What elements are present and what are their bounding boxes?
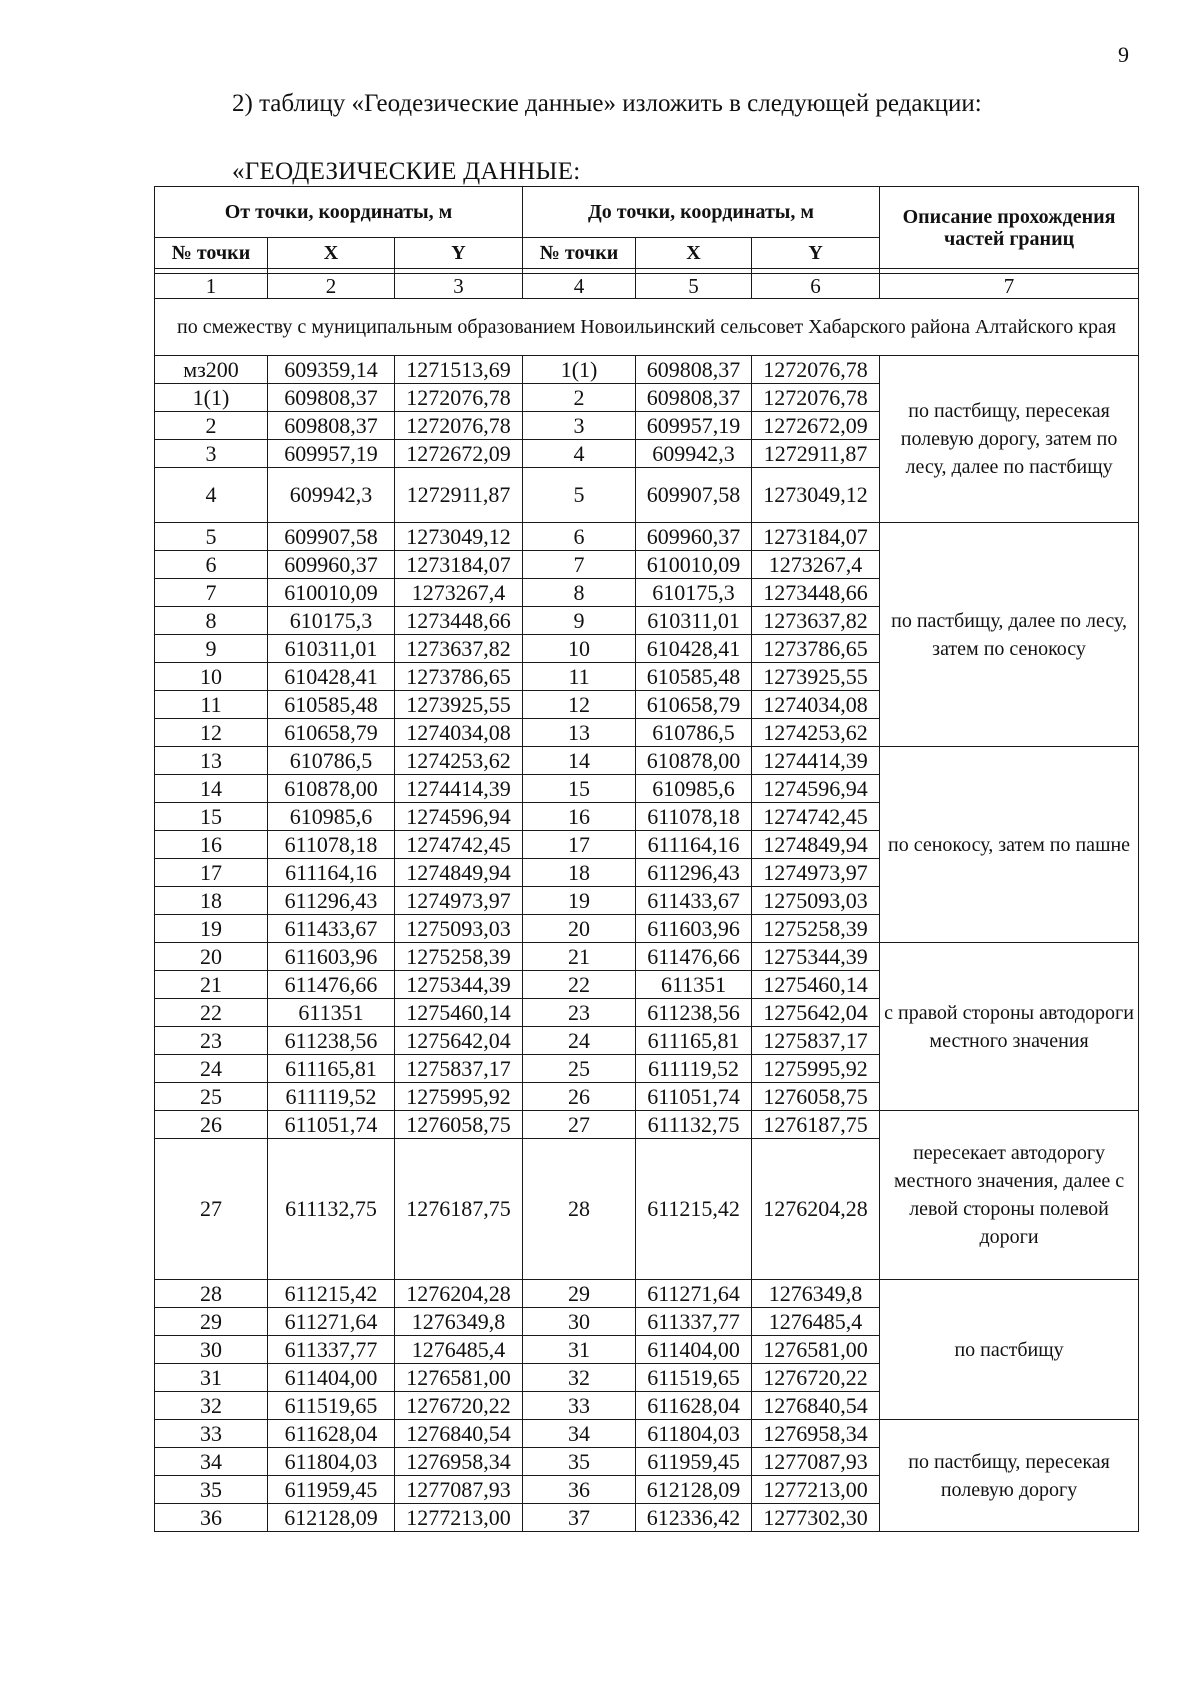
column-number: 6 — [752, 274, 880, 299]
to-y-cell: 1273786,65 — [752, 635, 880, 663]
to-y-cell: 1276187,75 — [752, 1111, 880, 1139]
to-x-cell: 611351 — [636, 971, 752, 999]
page-number: 9 — [1118, 42, 1129, 67]
to-point-cell: 3 — [523, 412, 636, 440]
to-x-cell: 611238,56 — [636, 999, 752, 1027]
from-y-header: Y — [395, 238, 523, 269]
table-row — [155, 523, 1139, 551]
table-row — [155, 943, 1139, 971]
from-y-cell: 1276058,75 — [395, 1111, 523, 1139]
from-x-cell: 611051,74 — [268, 1111, 395, 1139]
to-point-cell: 18 — [523, 859, 636, 887]
from-y-cell: 1273925,55 — [395, 691, 523, 719]
from-y-cell: 1274849,94 — [395, 859, 523, 887]
from-y-cell: 1275837,17 — [395, 1055, 523, 1083]
to-x-header: X — [636, 238, 752, 269]
to-x-cell: 611433,67 — [636, 887, 752, 915]
from-x-cell: 610428,41 — [268, 663, 395, 691]
to-y-cell: 1274414,39 — [752, 747, 880, 775]
from-y-cell: 1276581,00 — [395, 1364, 523, 1392]
to-y-cell: 1276840,54 — [752, 1392, 880, 1420]
from-x-cell: 611351 — [268, 999, 395, 1027]
from-y-cell: 1272076,78 — [395, 384, 523, 412]
to-x-cell: 609808,37 — [636, 384, 752, 412]
to-x-cell: 611132,75 — [636, 1111, 752, 1139]
from-x-header: X — [268, 238, 395, 269]
to-y-cell: 1275837,17 — [752, 1027, 880, 1055]
to-y-cell: 1272911,87 — [752, 440, 880, 468]
from-point-cell: 12 — [155, 719, 268, 747]
from-y-cell: 1275258,39 — [395, 943, 523, 971]
to-x-cell: 610878,00 — [636, 747, 752, 775]
column-number: 5 — [636, 274, 752, 299]
from-y-cell: 1274742,45 — [395, 831, 523, 859]
table-row — [155, 1420, 1139, 1448]
from-point-cell: 33 — [155, 1420, 268, 1448]
from-x-cell: 611238,56 — [268, 1027, 395, 1055]
to-point-cell: 22 — [523, 971, 636, 999]
to-y-cell: 1274253,62 — [752, 719, 880, 747]
from-y-cell: 1277213,00 — [395, 1504, 523, 1532]
from-y-cell: 1276958,34 — [395, 1448, 523, 1476]
to-x-cell: 611404,00 — [636, 1336, 752, 1364]
from-y-cell: 1276840,54 — [395, 1420, 523, 1448]
from-point-cell: 19 — [155, 915, 268, 943]
from-y-cell: 1276187,75 — [395, 1139, 523, 1280]
to-x-cell: 612128,09 — [636, 1476, 752, 1504]
column-number-row — [155, 274, 1139, 299]
to-x-cell: 609907,58 — [636, 468, 752, 523]
to-y-cell: 1273184,07 — [752, 523, 880, 551]
column-number: 2 — [268, 274, 395, 299]
to-group-header: До точки, координаты, м — [523, 187, 880, 238]
to-y-cell: 1274596,94 — [752, 775, 880, 803]
to-y-cell: 1272076,78 — [752, 384, 880, 412]
to-x-cell: 610175,3 — [636, 579, 752, 607]
from-point-cell: 16 — [155, 831, 268, 859]
to-x-cell: 611804,03 — [636, 1420, 752, 1448]
to-y-cell: 1274034,08 — [752, 691, 880, 719]
to-x-cell: 611271,64 — [636, 1280, 752, 1308]
from-point-cell: мз200 — [155, 356, 268, 384]
header-row — [155, 187, 1139, 238]
to-y-cell: 1274849,94 — [752, 831, 880, 859]
to-y-cell: 1275995,92 — [752, 1055, 880, 1083]
from-x-cell: 609957,19 — [268, 440, 395, 468]
to-point-cell: 9 — [523, 607, 636, 635]
description-cell: с правой стороны автодороги местного значения — [880, 943, 1139, 1111]
from-point-cell: 6 — [155, 551, 268, 579]
to-x-cell: 611337,77 — [636, 1308, 752, 1336]
from-x-cell: 610658,79 — [268, 719, 395, 747]
to-y-cell: 1275093,03 — [752, 887, 880, 915]
to-y-cell: 1273637,82 — [752, 607, 880, 635]
to-y-cell: 1276349,8 — [752, 1280, 880, 1308]
description-cell: по пастбищу, пересекая полевую дорогу, затем по лесу, далее по пастбищу — [880, 356, 1139, 523]
to-y-cell: 1274742,45 — [752, 803, 880, 831]
from-x-cell: 609907,58 — [268, 523, 395, 551]
from-x-cell: 611404,00 — [268, 1364, 395, 1392]
from-y-cell: 1272911,87 — [395, 468, 523, 523]
from-x-cell: 609960,37 — [268, 551, 395, 579]
to-point-cell: 12 — [523, 691, 636, 719]
to-y-cell: 1273925,55 — [752, 663, 880, 691]
to-point-cell: 21 — [523, 943, 636, 971]
from-x-cell: 609359,14 — [268, 356, 395, 384]
to-y-cell: 1275258,39 — [752, 915, 880, 943]
from-y-cell: 1273448,66 — [395, 607, 523, 635]
from-x-cell: 610311,01 — [268, 635, 395, 663]
to-x-cell: 610985,6 — [636, 775, 752, 803]
to-point-cell: 4 — [523, 440, 636, 468]
from-y-cell: 1273637,82 — [395, 635, 523, 663]
from-x-cell: 611433,67 — [268, 915, 395, 943]
to-point-cell: 35 — [523, 1448, 636, 1476]
from-point-cell: 31 — [155, 1364, 268, 1392]
to-point-cell: 2 — [523, 384, 636, 412]
table-row — [155, 1280, 1139, 1308]
geodetic-data-table — [154, 186, 1139, 1532]
from-x-cell: 611165,81 — [268, 1055, 395, 1083]
to-x-cell: 611051,74 — [636, 1083, 752, 1111]
from-y-cell: 1277087,93 — [395, 1476, 523, 1504]
section-title: по смежеству с муниципальным образованием Новоильинский сельсовет Хабарского района Алтайского края — [155, 299, 1139, 356]
to-point-cell: 16 — [523, 803, 636, 831]
to-point-cell: 34 — [523, 1420, 636, 1448]
from-x-cell: 611519,65 — [268, 1392, 395, 1420]
to-y-cell: 1275460,14 — [752, 971, 880, 999]
to-point-cell: 7 — [523, 551, 636, 579]
to-point-cell: 32 — [523, 1364, 636, 1392]
to-x-cell: 609942,3 — [636, 440, 752, 468]
from-point-cell: 5 — [155, 523, 268, 551]
to-x-cell: 610428,41 — [636, 635, 752, 663]
from-x-cell: 609808,37 — [268, 384, 395, 412]
to-point-cell: 20 — [523, 915, 636, 943]
from-x-cell: 611132,75 — [268, 1139, 395, 1280]
to-x-cell: 611078,18 — [636, 803, 752, 831]
section-row — [155, 299, 1139, 356]
description-cell: по пастбищу, далее по лесу, затем по сенокосу — [880, 523, 1139, 747]
description-cell: по пастбищу, пересекая полевую дорогу — [880, 1420, 1139, 1532]
from-point-cell: 22 — [155, 999, 268, 1027]
to-y-cell: 1277087,93 — [752, 1448, 880, 1476]
to-x-cell: 611215,42 — [636, 1139, 752, 1280]
from-point-cell: 32 — [155, 1392, 268, 1420]
to-y-cell: 1275642,04 — [752, 999, 880, 1027]
from-y-cell: 1275344,39 — [395, 971, 523, 999]
from-point-cell: 10 — [155, 663, 268, 691]
to-point-cell: 24 — [523, 1027, 636, 1055]
to-point-cell: 28 — [523, 1139, 636, 1280]
to-y-cell: 1276581,00 — [752, 1336, 880, 1364]
from-y-cell: 1274034,08 — [395, 719, 523, 747]
to-x-cell: 610311,01 — [636, 607, 752, 635]
to-x-cell: 609957,19 — [636, 412, 752, 440]
to-y-cell: 1277302,30 — [752, 1504, 880, 1532]
from-x-cell: 611215,42 — [268, 1280, 395, 1308]
from-y-cell: 1273049,12 — [395, 523, 523, 551]
to-x-cell: 610010,09 — [636, 551, 752, 579]
to-point-cell: 5 — [523, 468, 636, 523]
from-x-cell: 611476,66 — [268, 971, 395, 999]
to-x-cell: 611603,96 — [636, 915, 752, 943]
to-x-cell: 611164,16 — [636, 831, 752, 859]
from-x-cell: 611078,18 — [268, 831, 395, 859]
from-y-cell: 1275995,92 — [395, 1083, 523, 1111]
to-x-cell: 611296,43 — [636, 859, 752, 887]
to-point-cell: 23 — [523, 999, 636, 1027]
from-point-cell: 30 — [155, 1336, 268, 1364]
to-point-cell: 31 — [523, 1336, 636, 1364]
from-point-cell: 26 — [155, 1111, 268, 1139]
from-point-cell: 15 — [155, 803, 268, 831]
from-x-cell: 611603,96 — [268, 943, 395, 971]
to-point-cell: 37 — [523, 1504, 636, 1532]
from-x-cell: 611271,64 — [268, 1308, 395, 1336]
from-point-cell: 3 — [155, 440, 268, 468]
from-point-cell: 18 — [155, 887, 268, 915]
from-point-cell: 35 — [155, 1476, 268, 1504]
from-y-cell: 1276720,22 — [395, 1392, 523, 1420]
from-y-cell: 1271513,69 — [395, 356, 523, 384]
from-point-cell: 29 — [155, 1308, 268, 1336]
to-point-cell: 29 — [523, 1280, 636, 1308]
to-point-cell: 6 — [523, 523, 636, 551]
from-x-cell: 610010,09 — [268, 579, 395, 607]
from-x-cell: 610585,48 — [268, 691, 395, 719]
to-point-cell: 25 — [523, 1055, 636, 1083]
to-point-cell: 11 — [523, 663, 636, 691]
from-point-cell: 23 — [155, 1027, 268, 1055]
to-point-cell: 36 — [523, 1476, 636, 1504]
to-x-cell: 609808,37 — [636, 356, 752, 384]
to-y-cell: 1273448,66 — [752, 579, 880, 607]
to-x-cell: 612336,42 — [636, 1504, 752, 1532]
from-x-cell: 610878,00 — [268, 775, 395, 803]
from-y-cell: 1273184,07 — [395, 551, 523, 579]
from-point-cell: 28 — [155, 1280, 268, 1308]
to-point-cell: 8 — [523, 579, 636, 607]
description-cell: по сенокосу, затем по пашне — [880, 747, 1139, 943]
to-x-cell: 611165,81 — [636, 1027, 752, 1055]
from-point-cell: 14 — [155, 775, 268, 803]
to-point-cell: 19 — [523, 887, 636, 915]
to-point-cell: 14 — [523, 747, 636, 775]
from-point-cell: 36 — [155, 1504, 268, 1532]
to-point-cell: 1(1) — [523, 356, 636, 384]
to-x-cell: 611119,52 — [636, 1055, 752, 1083]
from-point-cell: 1(1) — [155, 384, 268, 412]
from-point-cell: 21 — [155, 971, 268, 999]
from-point-cell: 25 — [155, 1083, 268, 1111]
from-point-cell: 20 — [155, 943, 268, 971]
to-y-cell: 1277213,00 — [752, 1476, 880, 1504]
from-point-cell: 9 — [155, 635, 268, 663]
from-point-cell: 4 — [155, 468, 268, 523]
to-x-cell: 611959,45 — [636, 1448, 752, 1476]
to-point-cell: 33 — [523, 1392, 636, 1420]
to-y-cell: 1276958,34 — [752, 1420, 880, 1448]
description-cell: пересекает автодорогу местного значения, далее с левой стороны полевой дороги — [880, 1111, 1139, 1280]
to-point-cell: 26 — [523, 1083, 636, 1111]
from-x-cell: 609808,37 — [268, 412, 395, 440]
from-point-cell: 27 — [155, 1139, 268, 1280]
to-point-cell: 17 — [523, 831, 636, 859]
from-point-cell: 8 — [155, 607, 268, 635]
from-point-cell: 13 — [155, 747, 268, 775]
from-y-cell: 1275460,14 — [395, 999, 523, 1027]
from-x-cell: 611804,03 — [268, 1448, 395, 1476]
from-y-cell: 1273786,65 — [395, 663, 523, 691]
from-y-cell: 1274253,62 — [395, 747, 523, 775]
from-y-cell: 1275093,03 — [395, 915, 523, 943]
to-y-cell: 1276058,75 — [752, 1083, 880, 1111]
to-x-cell: 611519,65 — [636, 1364, 752, 1392]
from-point-cell: 2 — [155, 412, 268, 440]
from-x-cell: 611337,77 — [268, 1336, 395, 1364]
from-x-cell: 611628,04 — [268, 1420, 395, 1448]
to-point-cell: 15 — [523, 775, 636, 803]
to-y-cell: 1273267,4 — [752, 551, 880, 579]
to-y-cell: 1272672,09 — [752, 412, 880, 440]
to-point-cell: 30 — [523, 1308, 636, 1336]
from-x-cell: 610175,3 — [268, 607, 395, 635]
column-number: 4 — [523, 274, 636, 299]
from-y-cell: 1276485,4 — [395, 1336, 523, 1364]
column-number: 7 — [880, 274, 1139, 299]
to-y-header: Y — [752, 238, 880, 269]
from-point-cell: 24 — [155, 1055, 268, 1083]
from-x-cell: 611119,52 — [268, 1083, 395, 1111]
from-y-cell: 1272076,78 — [395, 412, 523, 440]
to-y-cell: 1276204,28 — [752, 1139, 880, 1280]
intro-text: 2) таблицу «Геодезические данные» изложить в следующей редакции: — [232, 90, 982, 117]
to-y-cell: 1274973,97 — [752, 859, 880, 887]
from-x-cell: 611296,43 — [268, 887, 395, 915]
from-x-cell: 610786,5 — [268, 747, 395, 775]
to-x-cell: 610786,5 — [636, 719, 752, 747]
column-number: 3 — [395, 274, 523, 299]
from-y-cell: 1275642,04 — [395, 1027, 523, 1055]
to-x-cell: 611628,04 — [636, 1392, 752, 1420]
from-point-cell: 34 — [155, 1448, 268, 1476]
to-x-cell: 609960,37 — [636, 523, 752, 551]
to-point-header: № точки — [523, 238, 636, 269]
from-x-cell: 611959,45 — [268, 1476, 395, 1504]
from-x-cell: 612128,09 — [268, 1504, 395, 1532]
from-x-cell: 609942,3 — [268, 468, 395, 523]
from-y-cell: 1272672,09 — [395, 440, 523, 468]
description-header: Описание прохождения частей границ — [880, 187, 1139, 269]
to-y-cell: 1272076,78 — [752, 356, 880, 384]
to-x-cell: 611476,66 — [636, 943, 752, 971]
from-y-cell: 1274414,39 — [395, 775, 523, 803]
to-point-cell: 10 — [523, 635, 636, 663]
to-x-cell: 610658,79 — [636, 691, 752, 719]
description-cell: по пастбищу — [880, 1280, 1139, 1420]
table-row — [155, 1111, 1139, 1139]
from-group-header: От точки, координаты, м — [155, 187, 523, 238]
to-point-cell: 13 — [523, 719, 636, 747]
to-y-cell: 1273049,12 — [752, 468, 880, 523]
from-y-cell: 1274596,94 — [395, 803, 523, 831]
table-row — [155, 356, 1139, 384]
from-point-cell: 11 — [155, 691, 268, 719]
from-y-cell: 1274973,97 — [395, 887, 523, 915]
to-y-cell: 1276720,22 — [752, 1364, 880, 1392]
from-point-cell: 7 — [155, 579, 268, 607]
table-title: «ГЕОДЕЗИЧЕСКИЕ ДАННЫЕ: — [232, 158, 581, 185]
table-row — [155, 747, 1139, 775]
from-x-cell: 610985,6 — [268, 803, 395, 831]
from-x-cell: 611164,16 — [268, 859, 395, 887]
from-y-cell: 1273267,4 — [395, 579, 523, 607]
from-point-cell: 17 — [155, 859, 268, 887]
to-x-cell: 610585,48 — [636, 663, 752, 691]
to-y-cell: 1276485,4 — [752, 1308, 880, 1336]
table-body — [155, 187, 1139, 1532]
to-point-cell: 27 — [523, 1111, 636, 1139]
from-y-cell: 1276204,28 — [395, 1280, 523, 1308]
to-y-cell: 1275344,39 — [752, 943, 880, 971]
column-number: 1 — [155, 274, 268, 299]
from-point-header: № точки — [155, 238, 268, 269]
from-y-cell: 1276349,8 — [395, 1308, 523, 1336]
